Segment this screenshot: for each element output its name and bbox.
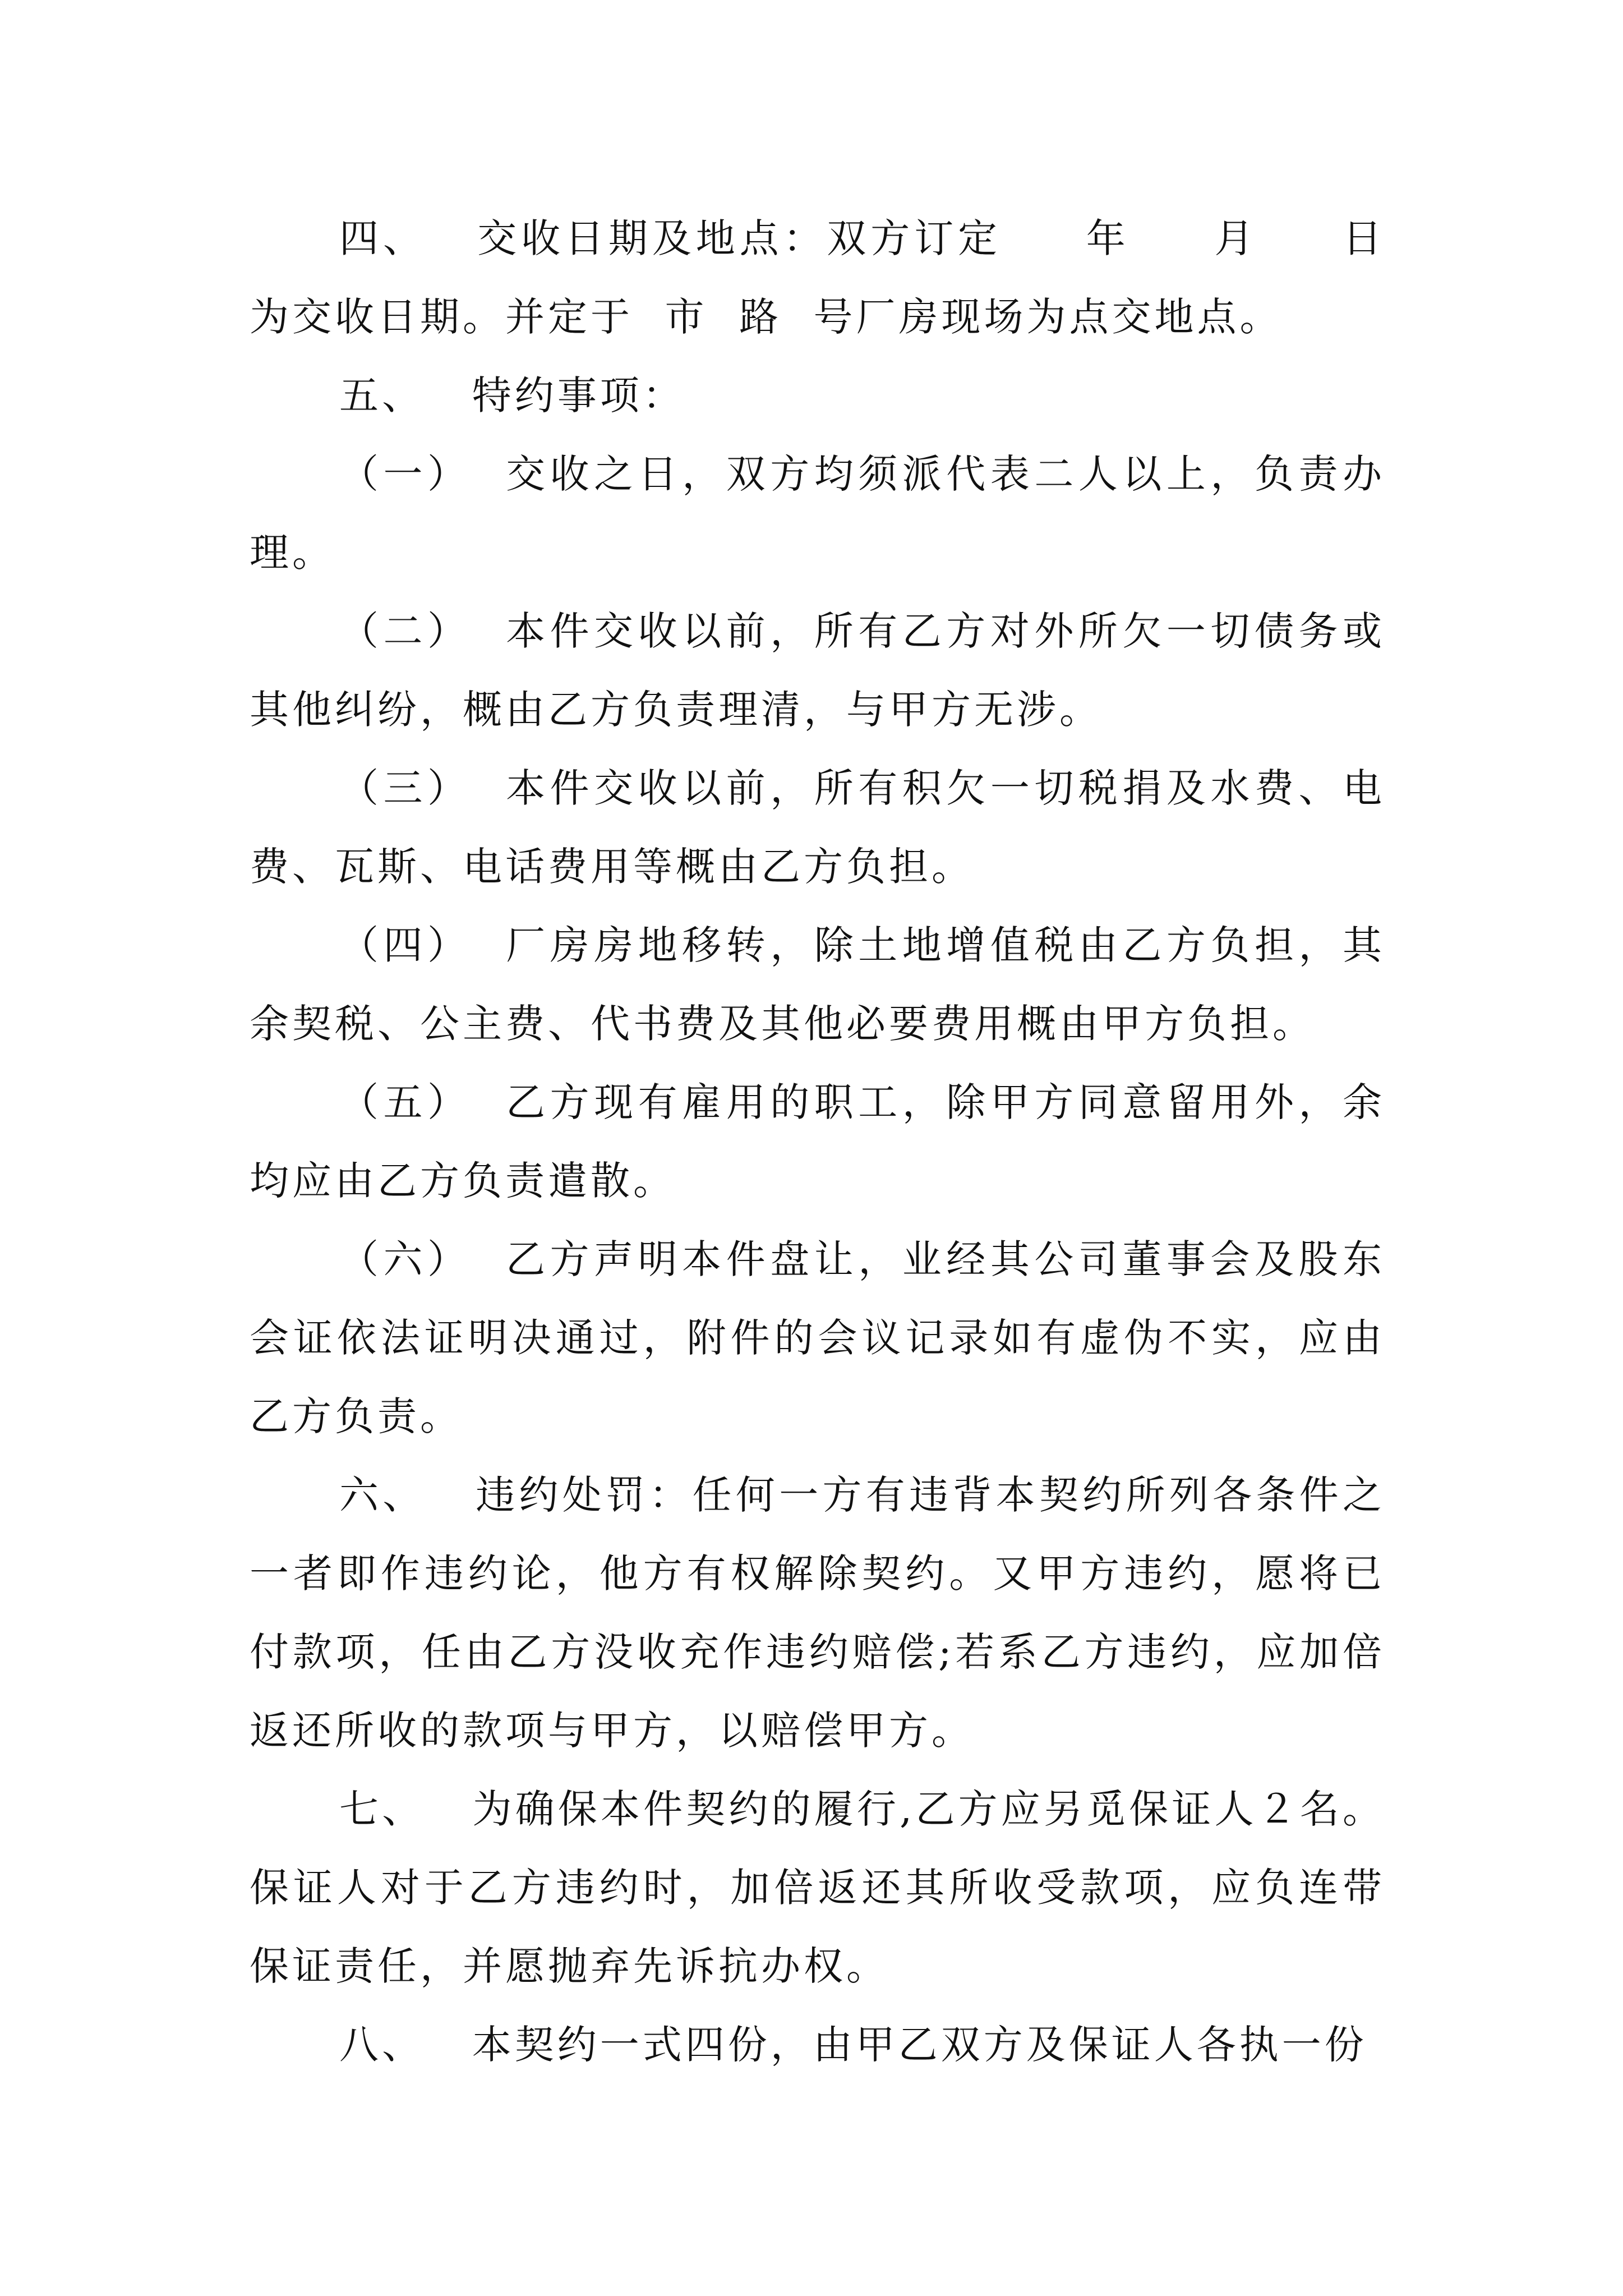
clause-4-delivery-date-place: 四、 交收日期及地点：双方订定 年 月 日为交收日期。并定于 市 路 号厂房现场为点交地点。 [250,215,1385,340]
clause-5-special-terms: 五、 特约事项： [339,372,685,418]
special-term-1: （一） 交收之日，双方均须派代表二人以上，负责办理。 [250,451,1385,576]
clause-7-guarantor: 七、 为确保本件契约的履行,乙方应另觅保证人２名。保证人对于乙方违约时，加倍返还其所收受款项，应负连带保证责任，并愿抛弃先诉抗办权。 [250,1786,1385,1989]
special-term-2: （二） 本件交收以前，所有乙方对外所欠一切债务或其他纠纷，概由乙方负责理清，与甲方无涉。 [250,608,1385,733]
clause-6-breach-penalty: 六、 违约处罚：任何一方有违背本契约所列各条件之一者即作违约论，他方有权解除契约。又甲方违约，愿将已付款项，任由乙方没收充作违约赔偿;若系乙方违约，应加倍返还所收的款项与甲方，以赔偿甲方。 [250,1472,1385,1754]
document-body [250,199,1385,2084]
special-term-5: （五） 乙方现有雇用的职工，除甲方同意留用外，余均应由乙方负责遣散。 [250,1079,1385,1204]
special-term-4: （四） 厂房房地移转，除土地增值税由乙方负担，其余契税、公主费、代书费及其他必要费用概由甲方负担。 [250,922,1385,1047]
special-term-3: （三） 本件交收以前，所有积欠一切税捐及水费、电费、瓦斯、电话费用等概由乙方负担。 [250,765,1385,890]
clause-8-copies: 八、 本契约一式四份，由甲乙双方及保证人各执一份 [339,2022,1367,2068]
special-term-6: （六） 乙方声明本件盘让，业经其公司董事会及股东会证依法证明决通过，附件的会议记录如有虚伪不实，应由乙方负责。 [250,1236,1385,1439]
